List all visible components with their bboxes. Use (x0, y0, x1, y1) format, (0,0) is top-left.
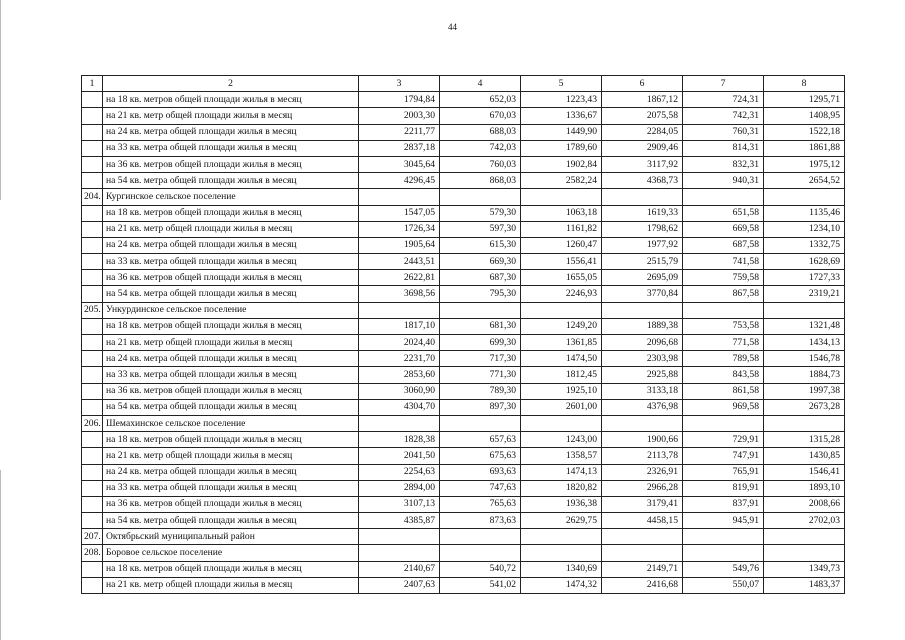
value-cell: 3060,90 (359, 383, 440, 399)
value-cell: 2443,51 (359, 254, 440, 270)
row-label-cell: на 33 кв. метра общей площади жилья в месяц (103, 140, 359, 156)
value-cell: 814,31 (683, 140, 764, 156)
value-cell: 1430,85 (764, 448, 845, 464)
value-cell: 1726,34 (359, 221, 440, 237)
row-label-cell: на 24 кв. метра общей площади жилья в месяц (103, 351, 359, 367)
table-row (82, 448, 845, 464)
row-index-cell (82, 173, 103, 189)
value-cell: 1522,18 (764, 124, 845, 140)
table-row (82, 92, 845, 108)
table-row (82, 545, 845, 561)
value-cell: 765,63 (440, 496, 521, 512)
value-cell (521, 189, 602, 205)
value-cell: 1349,73 (764, 561, 845, 577)
value-cell (440, 415, 521, 431)
table-row (82, 496, 845, 512)
value-cell: 1434,13 (764, 335, 845, 351)
value-cell: 2024,40 (359, 335, 440, 351)
row-index-cell (82, 124, 103, 140)
column-header: 5 (521, 76, 602, 92)
table-row (82, 367, 845, 383)
value-cell (683, 302, 764, 318)
value-cell (440, 302, 521, 318)
value-cell: 2416,68 (602, 577, 683, 593)
value-cell: 2582,24 (521, 173, 602, 189)
table-row (82, 432, 845, 448)
table-row (82, 415, 845, 431)
value-cell: 1893,10 (764, 480, 845, 496)
table-row (82, 318, 845, 334)
row-label-cell: на 36 кв. метров общей площади жилья в месяц (103, 496, 359, 512)
row-index-cell (82, 464, 103, 480)
value-cell: 867,58 (683, 286, 764, 302)
value-cell (521, 529, 602, 545)
value-cell (521, 415, 602, 431)
value-cell: 657,63 (440, 432, 521, 448)
table-row (82, 464, 845, 480)
value-cell: 940,31 (683, 173, 764, 189)
row-label-cell: Ункурдинское сельское поселение (103, 302, 359, 318)
table-row (82, 108, 845, 124)
column-header: 3 (359, 76, 440, 92)
value-cell: 2654,52 (764, 173, 845, 189)
value-cell (764, 302, 845, 318)
value-cell: 724,31 (683, 92, 764, 108)
row-label-cell: на 21 кв. метр общей площади жилья в месяц (103, 108, 359, 124)
value-cell: 1936,38 (521, 496, 602, 512)
value-cell: 1794,84 (359, 92, 440, 108)
value-cell: 1474,50 (521, 351, 602, 367)
value-cell: 2008,66 (764, 496, 845, 512)
value-cell: 3045,64 (359, 156, 440, 172)
row-index-cell (82, 108, 103, 124)
value-cell (521, 302, 602, 318)
value-cell: 579,30 (440, 205, 521, 221)
row-label-cell: на 18 кв. метров общей площади жилья в месяц (103, 92, 359, 108)
row-label-cell: на 54 кв. метра общей площади жилья в месяц (103, 173, 359, 189)
value-cell: 1977,92 (602, 237, 683, 253)
value-cell: 795,30 (440, 286, 521, 302)
row-label-cell: на 21 кв. метр общей площади жилья в месяц (103, 335, 359, 351)
value-cell: 861,58 (683, 383, 764, 399)
value-cell: 699,30 (440, 335, 521, 351)
value-cell: 789,30 (440, 383, 521, 399)
value-cell (602, 189, 683, 205)
value-cell: 2629,75 (521, 513, 602, 529)
value-cell: 1358,57 (521, 448, 602, 464)
table-row (82, 529, 845, 545)
table-row (82, 286, 845, 302)
row-label-cell: на 33 кв. метра общей площади жилья в месяц (103, 367, 359, 383)
value-cell: 759,58 (683, 270, 764, 286)
value-cell: 1820,82 (521, 480, 602, 496)
value-cell: 2096,68 (602, 335, 683, 351)
value-cell: 2246,93 (521, 286, 602, 302)
value-cell: 945,91 (683, 513, 764, 529)
value-cell: 681,30 (440, 318, 521, 334)
row-index-cell (82, 156, 103, 172)
value-cell: 1408,95 (764, 108, 845, 124)
value-cell: 1655,05 (521, 270, 602, 286)
scan-edge-line-bottom (0, 470, 1, 640)
value-cell: 1900,66 (602, 432, 683, 448)
value-cell: 3179,41 (602, 496, 683, 512)
value-cell (359, 545, 440, 561)
row-index-cell: 207. (82, 529, 103, 545)
value-cell (764, 189, 845, 205)
value-cell: 1234,10 (764, 221, 845, 237)
row-label-cell: на 18 кв. метров общей площади жилья в месяц (103, 432, 359, 448)
row-label-cell: Октябрьский муниципальный район (103, 529, 359, 545)
value-cell: 1260,47 (521, 237, 602, 253)
table-row (82, 173, 845, 189)
value-cell (359, 415, 440, 431)
value-cell (440, 545, 521, 561)
value-cell: 693,63 (440, 464, 521, 480)
row-label-cell: на 21 кв. метр общей площади жилья в месяц (103, 448, 359, 464)
column-header: 2 (103, 76, 359, 92)
row-index-cell (82, 399, 103, 415)
row-index-cell (82, 205, 103, 221)
table-row (82, 254, 845, 270)
row-label-cell: Кургинское сельское поселение (103, 189, 359, 205)
value-cell: 1905,64 (359, 237, 440, 253)
tariff-table (81, 75, 845, 594)
row-label-cell: на 54 кв. метра общей площади жилья в месяц (103, 399, 359, 415)
value-cell: 2041,50 (359, 448, 440, 464)
page-number: 44 (448, 22, 457, 32)
table-row (82, 270, 845, 286)
value-cell: 1295,71 (764, 92, 845, 108)
value-cell (359, 302, 440, 318)
value-cell: 819,91 (683, 480, 764, 496)
row-label-cell: на 36 кв. метров общей площади жилья в месяц (103, 383, 359, 399)
value-cell: 1619,33 (602, 205, 683, 221)
value-cell: 1340,69 (521, 561, 602, 577)
value-cell: 897,30 (440, 399, 521, 415)
value-cell: 1361,85 (521, 335, 602, 351)
value-cell: 2140,67 (359, 561, 440, 577)
value-cell: 1474,13 (521, 464, 602, 480)
value-cell: 2601,00 (521, 399, 602, 415)
row-index-cell: 208. (82, 545, 103, 561)
row-index-cell: 205. (82, 302, 103, 318)
value-cell: 1889,38 (602, 318, 683, 334)
row-label-cell: Боровое сельское поселение (103, 545, 359, 561)
value-cell (521, 545, 602, 561)
row-index-cell (82, 561, 103, 577)
value-cell: 4385,87 (359, 513, 440, 529)
value-cell: 2284,05 (602, 124, 683, 140)
row-index-cell (82, 383, 103, 399)
row-index-cell (82, 432, 103, 448)
value-cell: 771,30 (440, 367, 521, 383)
value-cell: 832,31 (683, 156, 764, 172)
row-index-cell (82, 318, 103, 334)
value-cell: 765,91 (683, 464, 764, 480)
value-cell: 771,58 (683, 335, 764, 351)
value-cell: 789,58 (683, 351, 764, 367)
value-cell: 1449,90 (521, 124, 602, 140)
row-label-cell: на 54 кв. метра общей площади жилья в месяц (103, 513, 359, 529)
value-cell: 1975,12 (764, 156, 845, 172)
value-cell (764, 545, 845, 561)
row-label-cell: на 18 кв. метров общей площади жилья в месяц (103, 318, 359, 334)
value-cell: 1812,45 (521, 367, 602, 383)
value-cell: 760,03 (440, 156, 521, 172)
value-cell: 549,76 (683, 561, 764, 577)
value-cell: 1798,62 (602, 221, 683, 237)
value-cell: 2909,46 (602, 140, 683, 156)
value-cell: 969,58 (683, 399, 764, 415)
value-cell: 670,03 (440, 108, 521, 124)
value-cell: 1727,33 (764, 270, 845, 286)
value-cell: 1628,69 (764, 254, 845, 270)
table-row (82, 140, 845, 156)
value-cell: 1135,46 (764, 205, 845, 221)
value-cell: 753,58 (683, 318, 764, 334)
row-label-cell: на 33 кв. метра общей площади жилья в месяц (103, 480, 359, 496)
value-cell (683, 415, 764, 431)
table-row (82, 221, 845, 237)
table-row (82, 205, 845, 221)
table-row (82, 399, 845, 415)
value-cell: 550,07 (683, 577, 764, 593)
table-row (82, 480, 845, 496)
table-row (82, 302, 845, 318)
column-header: 1 (82, 76, 103, 92)
value-cell (602, 529, 683, 545)
value-cell (602, 302, 683, 318)
row-index-cell (82, 270, 103, 286)
column-header: 7 (683, 76, 764, 92)
value-cell: 1315,28 (764, 432, 845, 448)
value-cell: 4368,73 (602, 173, 683, 189)
value-cell: 2149,71 (602, 561, 683, 577)
value-cell: 2326,91 (602, 464, 683, 480)
value-cell: 868,03 (440, 173, 521, 189)
table-row (82, 237, 845, 253)
value-cell: 688,03 (440, 124, 521, 140)
value-cell (359, 529, 440, 545)
row-label-cell: на 24 кв. метра общей площади жилья в месяц (103, 464, 359, 480)
row-index-cell (82, 140, 103, 156)
value-cell: 843,58 (683, 367, 764, 383)
column-header: 8 (764, 76, 845, 92)
value-cell: 1817,10 (359, 318, 440, 334)
value-cell: 1828,38 (359, 432, 440, 448)
value-cell: 2966,28 (602, 480, 683, 496)
row-label-cell: на 21 кв. метр общей площади жилья в месяц (103, 221, 359, 237)
value-cell: 742,03 (440, 140, 521, 156)
table-row (82, 189, 845, 205)
value-cell: 3133,18 (602, 383, 683, 399)
value-cell: 687,30 (440, 270, 521, 286)
row-index-cell (82, 335, 103, 351)
value-cell: 4304,70 (359, 399, 440, 415)
row-label-cell: на 18 кв. метров общей площади жилья в месяц (103, 561, 359, 577)
value-cell: 1884,73 (764, 367, 845, 383)
column-header: 6 (602, 76, 683, 92)
value-cell: 4296,45 (359, 173, 440, 189)
value-cell: 669,58 (683, 221, 764, 237)
value-cell: 1789,60 (521, 140, 602, 156)
value-cell: 1336,67 (521, 108, 602, 124)
value-cell: 729,91 (683, 432, 764, 448)
value-cell: 2853,60 (359, 367, 440, 383)
row-index-cell (82, 577, 103, 593)
value-cell: 540,72 (440, 561, 521, 577)
row-label-cell: на 18 кв. метров общей площади жилья в месяц (103, 205, 359, 221)
value-cell: 1546,41 (764, 464, 845, 480)
value-cell: 741,58 (683, 254, 764, 270)
table-row (82, 335, 845, 351)
value-cell: 1249,20 (521, 318, 602, 334)
table-row (82, 513, 845, 529)
value-cell: 2254,63 (359, 464, 440, 480)
value-cell: 597,30 (440, 221, 521, 237)
value-cell: 1861,88 (764, 140, 845, 156)
value-cell (683, 545, 764, 561)
value-cell: 2211,77 (359, 124, 440, 140)
value-cell: 2319,21 (764, 286, 845, 302)
value-cell: 1546,78 (764, 351, 845, 367)
table-row (82, 561, 845, 577)
row-index-cell: 206. (82, 415, 103, 431)
value-cell: 4376,98 (602, 399, 683, 415)
row-label-cell: на 21 кв. метр общей площади жилья в месяц (103, 577, 359, 593)
value-cell: 2075,58 (602, 108, 683, 124)
value-cell: 652,03 (440, 92, 521, 108)
header-row (82, 76, 845, 92)
row-index-cell: 204. (82, 189, 103, 205)
row-index-cell (82, 92, 103, 108)
row-label-cell: на 36 кв. метров общей площади жилья в месяц (103, 270, 359, 286)
row-label-cell: на 54 кв. метра общей площади жилья в месяц (103, 286, 359, 302)
value-cell: 837,91 (683, 496, 764, 512)
value-cell: 4458,15 (602, 513, 683, 529)
value-cell: 1321,48 (764, 318, 845, 334)
row-index-cell (82, 367, 103, 383)
value-cell (359, 189, 440, 205)
value-cell: 615,30 (440, 237, 521, 253)
row-index-cell (82, 480, 103, 496)
value-cell: 2003,30 (359, 108, 440, 124)
value-cell: 1547,05 (359, 205, 440, 221)
row-label-cell: на 24 кв. метра общей площади жилья в месяц (103, 237, 359, 253)
value-cell: 2515,79 (602, 254, 683, 270)
row-index-cell (82, 237, 103, 253)
row-index-cell (82, 351, 103, 367)
value-cell: 651,58 (683, 205, 764, 221)
value-cell: 1925,10 (521, 383, 602, 399)
value-cell: 1474,32 (521, 577, 602, 593)
table-row (82, 383, 845, 399)
value-cell: 1243,00 (521, 432, 602, 448)
value-cell: 541,02 (440, 577, 521, 593)
row-label-cell: на 36 кв. метров общей площади жилья в месяц (103, 156, 359, 172)
value-cell: 3770,84 (602, 286, 683, 302)
value-cell: 669,30 (440, 254, 521, 270)
value-cell: 760,31 (683, 124, 764, 140)
value-cell: 2894,00 (359, 480, 440, 496)
value-cell: 1332,75 (764, 237, 845, 253)
value-cell: 1867,12 (602, 92, 683, 108)
row-index-cell (82, 496, 103, 512)
row-label-cell: на 33 кв. метра общей площади жилья в месяц (103, 254, 359, 270)
value-cell: 1997,38 (764, 383, 845, 399)
value-cell: 873,63 (440, 513, 521, 529)
value-cell: 1063,18 (521, 205, 602, 221)
value-cell: 747,63 (440, 480, 521, 496)
value-cell (440, 189, 521, 205)
value-cell: 717,30 (440, 351, 521, 367)
value-cell (602, 415, 683, 431)
table-row (82, 156, 845, 172)
row-index-cell (82, 254, 103, 270)
value-cell: 1556,41 (521, 254, 602, 270)
value-cell: 675,63 (440, 448, 521, 464)
table-row (82, 124, 845, 140)
row-index-cell (82, 286, 103, 302)
value-cell: 2303,98 (602, 351, 683, 367)
table-row (82, 351, 845, 367)
value-cell: 2113,78 (602, 448, 683, 464)
value-cell: 747,91 (683, 448, 764, 464)
value-cell: 1483,37 (764, 577, 845, 593)
row-label-cell: на 24 кв. метра общей площади жилья в месяц (103, 124, 359, 140)
value-cell: 3107,13 (359, 496, 440, 512)
value-cell: 2622,81 (359, 270, 440, 286)
row-index-cell (82, 513, 103, 529)
value-cell (683, 529, 764, 545)
row-label-cell: Шемахинское сельское поселение (103, 415, 359, 431)
value-cell: 2407,63 (359, 577, 440, 593)
value-cell (440, 529, 521, 545)
value-cell: 3698,56 (359, 286, 440, 302)
value-cell: 2702,03 (764, 513, 845, 529)
value-cell: 742,31 (683, 108, 764, 124)
value-cell: 1902,84 (521, 156, 602, 172)
table-row (82, 577, 845, 593)
value-cell (683, 189, 764, 205)
value-cell (764, 529, 845, 545)
value-cell: 2231,70 (359, 351, 440, 367)
row-index-cell (82, 448, 103, 464)
value-cell: 2673,28 (764, 399, 845, 415)
value-cell: 1161,82 (521, 221, 602, 237)
value-cell: 687,58 (683, 237, 764, 253)
value-cell: 3117,92 (602, 156, 683, 172)
column-header: 4 (440, 76, 521, 92)
row-index-cell (82, 221, 103, 237)
value-cell: 1223,43 (521, 92, 602, 108)
value-cell (764, 415, 845, 431)
value-cell: 2837,18 (359, 140, 440, 156)
value-cell (602, 545, 683, 561)
value-cell: 2695,09 (602, 270, 683, 286)
value-cell: 2925,88 (602, 367, 683, 383)
